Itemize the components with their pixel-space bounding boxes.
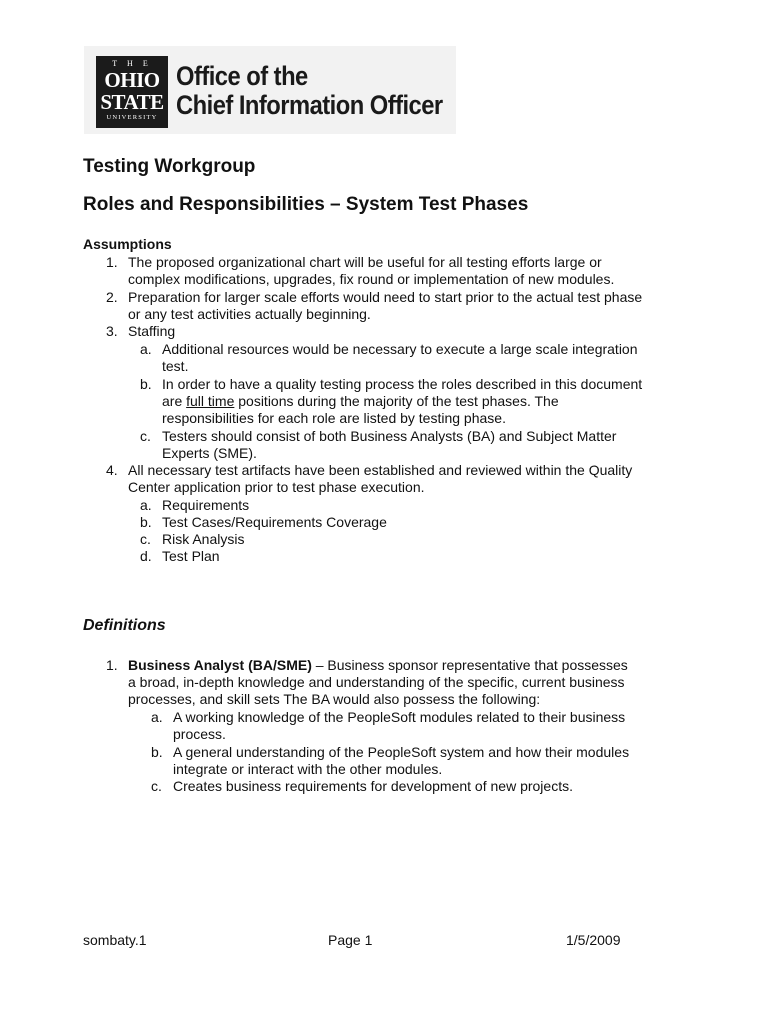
list-letter: c. bbox=[140, 531, 151, 547]
assumption-4c: Risk Analysis bbox=[162, 531, 245, 547]
assumption-4-line-2: Center application prior to test phase execution. bbox=[128, 479, 425, 495]
assumptions-heading: Assumptions bbox=[83, 236, 172, 252]
page-title: Testing Workgroup bbox=[83, 156, 256, 177]
definition-1a-line-2: process. bbox=[173, 726, 226, 742]
assumption-3c-line-2: Experts (SME). bbox=[162, 445, 257, 461]
assumption-4a: Requirements bbox=[162, 497, 250, 513]
definition-1b-line-2: integrate or interact with the other modules. bbox=[173, 761, 443, 777]
underlined-full-time: full time bbox=[186, 393, 235, 409]
list-letter: a. bbox=[140, 497, 152, 513]
assumption-1-line-2: complex modifications, upgrades, fix round or implementation of new modules. bbox=[128, 271, 615, 287]
list-number: 1. bbox=[106, 657, 118, 673]
footer-page-number: Page 1 bbox=[328, 932, 373, 948]
list-letter: a. bbox=[140, 341, 152, 357]
text-segment: positions during the majority of the test phases. The bbox=[234, 393, 559, 409]
list-letter: d. bbox=[140, 548, 152, 564]
assumption-2-line-2: or any test activities actually beginning. bbox=[128, 306, 371, 322]
list-letter: c. bbox=[151, 778, 162, 794]
definitions-heading: Definitions bbox=[83, 617, 166, 634]
assumption-3b-line-1: In order to have a quality testing process the roles described in this document bbox=[162, 376, 643, 392]
assumption-2-line-1: Preparation for larger scale efforts would need to start prior to the actual test phase bbox=[128, 289, 643, 305]
list-letter: a. bbox=[151, 709, 163, 725]
definition-1-line-3: processes, and skill sets The BA would also possess the following: bbox=[128, 691, 541, 707]
list-letter: c. bbox=[140, 428, 151, 444]
seal-university: UNIVERSITY bbox=[106, 114, 158, 121]
definition-1-line-2: a broad, in-depth knowledge and understanding of the specific, current business bbox=[128, 674, 625, 690]
definition-1b-line-1: A general understanding of the PeopleSoft system and how their modules bbox=[173, 744, 630, 760]
list-number: 2. bbox=[106, 289, 118, 305]
list-number: 3. bbox=[106, 323, 118, 339]
office-line-1: Office of the bbox=[176, 61, 308, 91]
list-letter: b. bbox=[140, 514, 152, 530]
assumption-3b-line-3: responsibilities for each role are listed by testing phase. bbox=[162, 410, 506, 426]
definition-1a-line-1: A working knowledge of the PeopleSoft modules related to their business bbox=[173, 709, 626, 725]
assumption-4b: Test Cases/Requirements Coverage bbox=[162, 514, 387, 530]
osu-seal-logo bbox=[96, 56, 168, 128]
assumption-1-line-1: The proposed organizational chart will be useful for all testing efforts large or bbox=[128, 254, 602, 270]
footer-author: sombaty.1 bbox=[83, 932, 147, 948]
list-number: 4. bbox=[106, 462, 118, 478]
assumption-3a-line-1: Additional resources would be necessary to execute a large scale integration bbox=[162, 341, 638, 357]
text-segment: are bbox=[162, 393, 187, 409]
page-subtitle: Roles and Responsibilities – System Test Phases bbox=[83, 194, 529, 215]
definition-1c: Creates business requirements for development of new projects. bbox=[173, 778, 573, 794]
list-letter: b. bbox=[151, 744, 163, 760]
assumption-3: Staffing bbox=[128, 323, 176, 339]
seal-state: STATE bbox=[100, 90, 164, 114]
definition-1-line-1 bbox=[128, 657, 628, 674]
list-number: 1. bbox=[106, 254, 118, 270]
seal-ohio: OHIO bbox=[104, 68, 160, 92]
assumption-3b-line-2 bbox=[162, 393, 559, 410]
assumption-3c-line-1: Testers should consist of both Business Analysts (BA) and Subject Matter bbox=[162, 428, 617, 444]
office-line-2: Chief Information Officer bbox=[176, 90, 443, 120]
assumption-4d: Test Plan bbox=[162, 548, 220, 564]
definition-term: Business Analyst (BA/SME) bbox=[128, 657, 312, 673]
seal-the: T H E bbox=[112, 59, 152, 68]
office-title bbox=[176, 62, 443, 120]
list-letter: b. bbox=[140, 376, 152, 392]
assumption-3a-line-2: test. bbox=[162, 358, 189, 374]
footer-date: 1/5/2009 bbox=[566, 932, 621, 948]
assumption-4-line-1: All necessary test artifacts have been established and reviewed within the Quality bbox=[128, 462, 633, 478]
text-segment: – Business sponsor representative that possesses bbox=[311, 657, 628, 673]
